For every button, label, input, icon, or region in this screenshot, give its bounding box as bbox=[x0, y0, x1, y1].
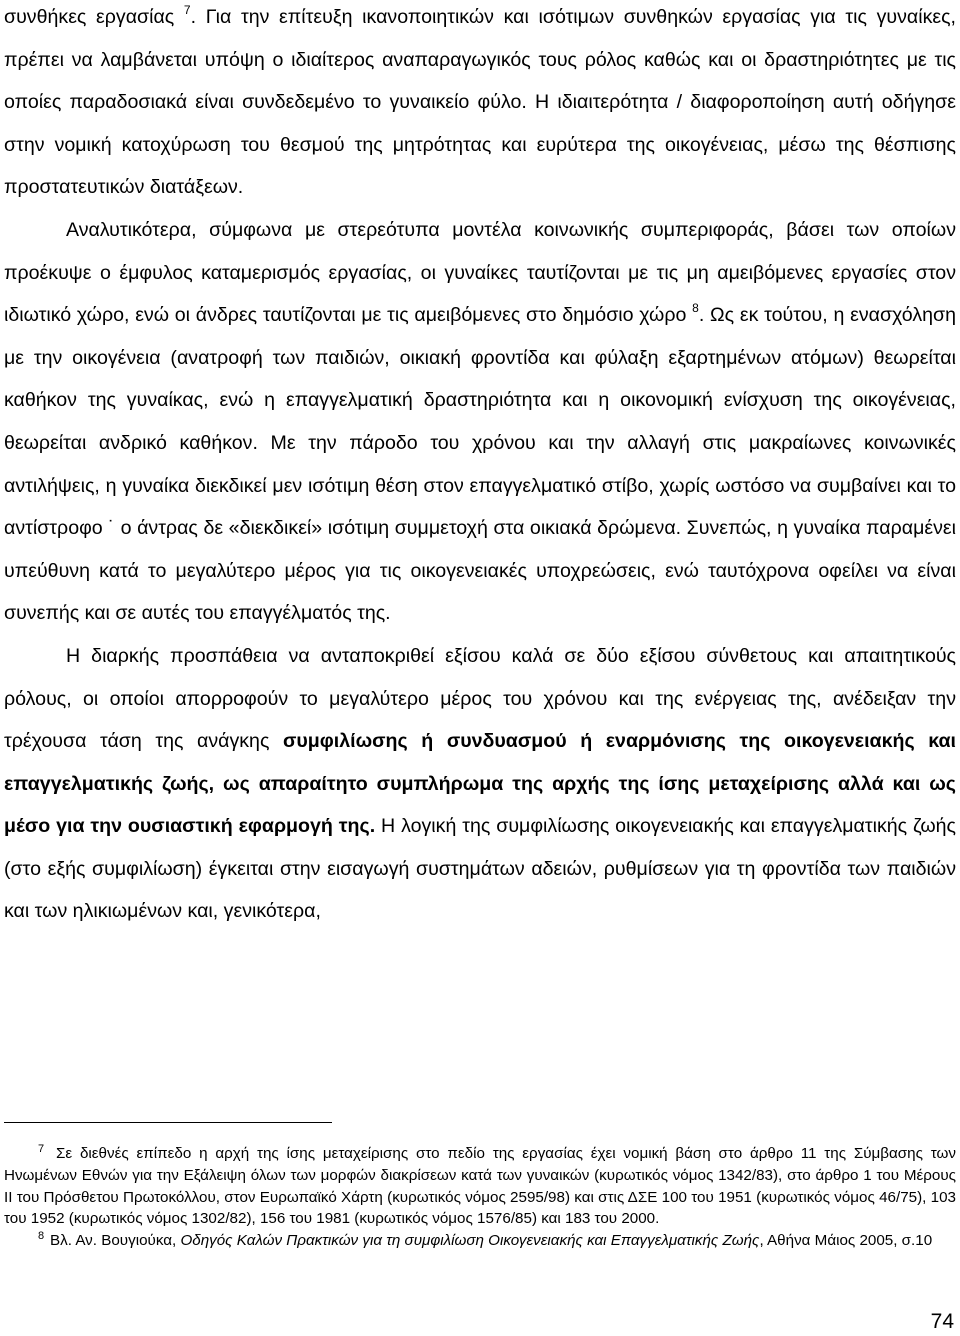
footnote-7-text: Σε διεθνές επίπεδο η αρχή της ίσης μεταχείρισης στο πεδίο της εργασίας έχει νομική βάση στο άρθρο 11 της Σύμβασης των Ηνωμένων Εθνών για την Εξάλειψη όλων των μορφών διακρίσεων κατά των γυναικών (κυρωτικός νόμος 1342/83), στο άρθρο 1 του Μέρους ΙΙ του Πρόσθετου Πρωτοκόλλου, στον Ευρωπαϊκό Χάρτη (κυρωτικός νόμος 2595/98) και στις ΔΣΕ 100 του 1951 (κυρωτικός νόμος 46/75), 103 του 1952 (κυρωτικός νόμος 1302/82), 156 του 1981 (κυρωτικός νόμος 1576/85) και 183 του 2000. bbox=[4, 1145, 956, 1228]
paragraph-1 bbox=[4, 0, 956, 209]
footnote-8-title: Οδηγός Καλών Πρακτικών για τη συμφιλίωση Οικογενειακής και Επαγγελματικής Ζωής bbox=[180, 1232, 760, 1250]
footnote-ref-8[interactable]: 8 bbox=[692, 301, 699, 316]
page-number: 74 bbox=[930, 1310, 954, 1333]
footnote-separator bbox=[4, 1122, 332, 1123]
paragraph-3-text-cont: Η λογική της συμφιλίωσης οικογενειακής και επαγγελματικής ζωής (στο εξής συμφιλίωση) έγκειται στην εισαγωγή συστημάτων αδειών, ρυθμίσεων για τη φροντίδα των παιδιών και των ηλικιωμένων και, γενικότερα, bbox=[4, 815, 956, 923]
body-text bbox=[4, 0, 956, 933]
footnote-8-author: Βλ. Αν. Βουγιούκα, bbox=[50, 1232, 181, 1250]
paragraph-2-text: Αναλυτικότερα, σύμφωνα με στερεότυπα μοντέλα κοινωνικής συμπεριφοράς, βάσει των οποίων προέκυψε ο έμφυλος καταμερισμός εργασίας, οι γυναίκες ταυτίζονται με τις μη αμειβόμενες εργασίες στον ιδιωτικό χώρο, ενώ οι άνδρες ταυτίζονται με τις αμειβόμενες στο δημόσιο χώρο bbox=[4, 218, 956, 327]
paragraph-2 bbox=[4, 209, 956, 635]
footnote-8: 8 Βλ. Αν. Βουγιούκα, Οδηγός Καλών Πρακτικών για τη συμφιλίωση Οικογενειακής και Επαγγελματικής Ζωής, Αθήνα Μάιος 2005, σ.10 bbox=[38, 1230, 933, 1250]
footnotes bbox=[4, 1143, 956, 1252]
paragraph-1-text: συνθήκες εργασίας bbox=[4, 6, 175, 28]
footnote-8-rest: , Αθήνα Μάιος 2005, σ.10 bbox=[759, 1232, 933, 1250]
paragraph-2-text-cont: . Ως εκ τούτου, η ενασχόληση με την οικογένεια (ανατροφή των παιδιών, οικιακή φροντίδα και φύλαξη εξαρτημένων ατόμων) θεωρείται καθήκον της γυναίκας, ενώ η επαγγελματική δραστηριότητα και η οικονομική ενίσχυση της οικογένειας, θεωρείται ανδρικό καθήκον. Με την πάροδο του χρόνου και την αλλαγή στις μακραίωνες κοινωνικές αντιλήψεις, η γυναίκα διεκδικεί μεν ισότιμη θέση στον επαγγελματικό στίβο, χωρίς ωστόσο να συμβαίνει και το αντίστροφο ˙ ο άντρας δε «διεκδικεί» ισότιμη συμμετοχή στα οικιακά δρώμενα. Συνεπώς, η γυναίκα παραμένει υπεύθυνη κατά το μεγαλύτερο μέρος για τις οικογενειακές υποχρεώσεις, ενώ ταυτόχρονα οφείλει να είναι συνεπής και σε αυτές του επαγγέλματός της. bbox=[4, 304, 957, 625]
paragraph-3 bbox=[4, 635, 956, 933]
footnote-ref-7[interactable]: 7 bbox=[183, 3, 191, 17]
footnote-7: 7 Σε διεθνές επίπεδο η αρχή της ίσης μεταχείρισης στο πεδίο της εργασίας έχει νομική βάση στο άρθρο 11 της Σύμβασης των Ηνωμένων Εθνών για την Εξάλειψη όλων των μορφών διακρίσεων κατά των γυναικών (κυρωτικός νόμος 1342/83), στο άρθρο 1 του Μέρους ΙΙ του Πρόσθετου Πρωτοκόλλου, στον Ευρωπαϊκό Χάρτη (κυρωτικός νόμος 2595/98) και στις ΔΣΕ 100 του 1951 (κυρωτικός νόμος 46/75), 103 του 1952 (κυρωτικός νόμος 1302/82), 156 του 1981 (κυρωτικός νόμος 1576/85) και 183 του 2000. bbox=[4, 1143, 956, 1228]
paragraph-3-text: Η διαρκής προσπάθεια να ανταποκριθεί εξίσου καλά σε δύο εξίσου σύνθετους και απαιτητικούς ρόλους, οι οποίοι απορροφούν το μεγαλύτερο μέρος του χρόνου και της ενέργειας της, ανέδειξαν την τρέχουσα τάση της ανάγκης bbox=[4, 644, 956, 753]
paragraph-1-text-cont: . Για την επίτευξη ικανοποιητικών και ισότιμων συνθηκών εργασίας για τις γυναίκες, πρέπει να λαμβάνεται υπόψη ο ιδιαίτερος αναπαραγωγικός τους ρόλος καθώς και οι δραστηριότητες με τις οποίες παραδοσιακά είναι συνδεδεμένο το γυναικείο φύλο. Η ιδιαιτερότητα / διαφοροποίηση αυτή οδήγησε στην νομική κατοχύρωση του θεσμού της μητρότητας και ευρύτερα της οικογένειας, μέσω της θέσπισης προστατευτικών διατάξεων. bbox=[4, 6, 956, 199]
paragraph-3-bold-text: συμφιλίωσης ή συνδυασμού ή εναρμόνισης της οικογενειακής και επαγγελματικής ζωής, ως απαραίτητο συμπλήρωμα της αρχής της ίσης μεταχείρισης αλλά και ως μέσο για την ουσιαστική εφαρμογή της. bbox=[4, 730, 956, 838]
